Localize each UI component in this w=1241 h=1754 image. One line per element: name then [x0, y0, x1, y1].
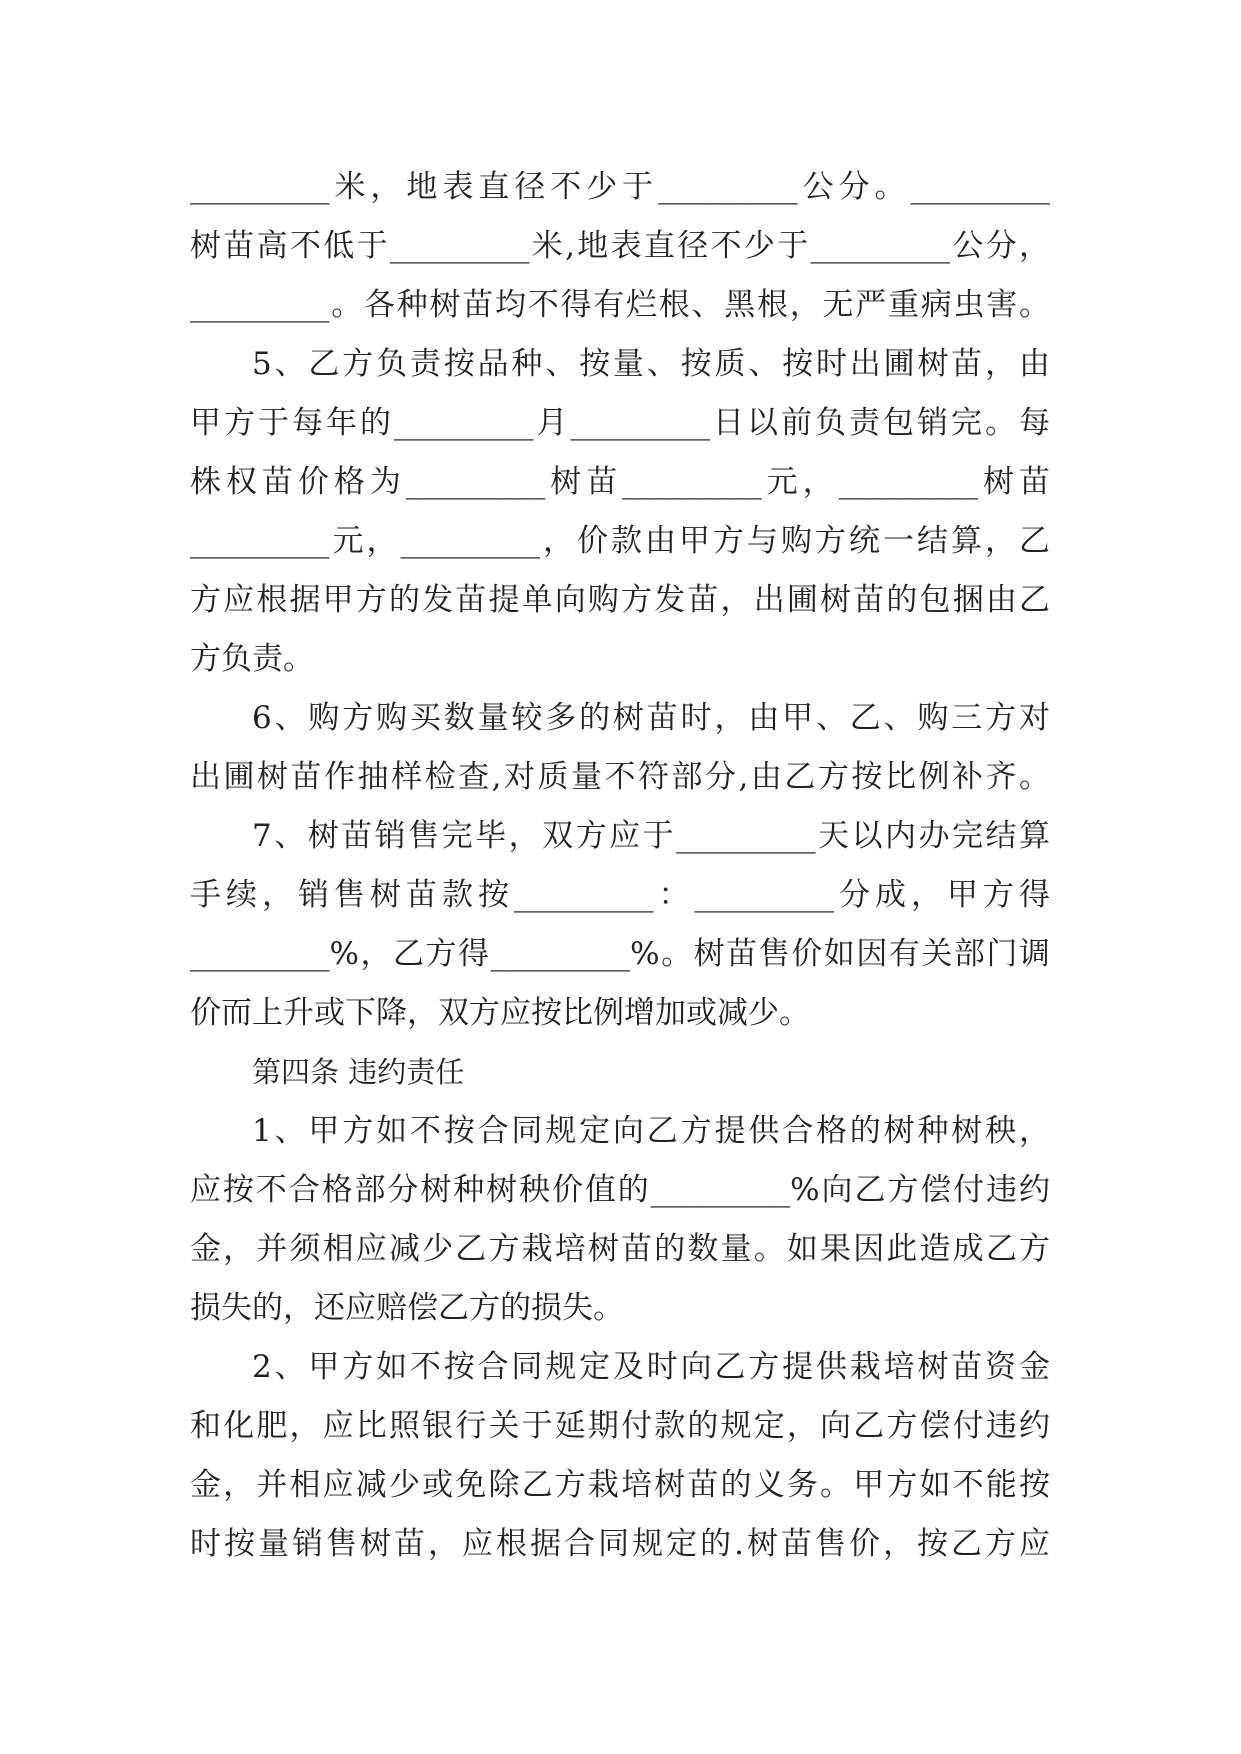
paragraph-6-start: 6、购方购买数量较多的树苗时，由甲、乙、购三方对	[252, 700, 1050, 736]
text-line: _________。各种树苗均不得有烂根、黑根，无严重病虫害。	[190, 287, 1050, 323]
text-line: 价而上升或下降，双方应按比例增加或减少。	[190, 995, 810, 1031]
text-line: 金，并相应减少或免除乙方栽培树苗的义务。甲方如不能按	[190, 1467, 1050, 1503]
paragraph-5-start: 5、乙方负责按品种、按量、按质、按时出圃树苗，由	[252, 346, 1050, 382]
paragraph-breach-1-start: 1、甲方如不按合同规定向乙方提供合格的树种树秧，	[252, 1113, 1050, 1149]
text-line: 手续，销售树苗款按_________：_________分成，甲方得	[190, 877, 1050, 913]
text-line: 方应根据甲方的发苗提单向购方发苗，出圃树苗的包捆由乙	[190, 582, 1050, 618]
text-line: 金，并须相应减少乙方栽培树苗的数量。如果因此造成乙方	[190, 1231, 1050, 1267]
text-line: 方负责。	[190, 641, 314, 677]
text-line: 应按不合格部分树种树秧价值的_________%向乙方偿付违约	[190, 1172, 1050, 1208]
text-line: 出圃树苗作抽样检查,对质量不符部分,由乙方按比例补齐。	[190, 759, 1050, 795]
text-line: 甲方于每年的_________月_________日以前负责包销完。每	[190, 405, 1050, 441]
text-line: 和化肥，应比照银行关于延期付款的规定，向乙方偿付违约	[190, 1408, 1050, 1444]
text-line: _________%，乙方得_________%。树苗售价如因有关部门调	[190, 936, 1050, 972]
document-page	[190, 158, 1050, 1574]
text-line: 树苗高不低于_________米,地表直径不少于_________公分，	[190, 228, 1050, 264]
text-line: 损失的，还应赔偿乙方的损失。	[190, 1290, 624, 1326]
section-heading: 第四条 违约责任	[252, 1055, 465, 1089]
text-line: 株权苗价格为_________树苗_________元，_________树苗	[190, 464, 1050, 500]
paragraph-7-start: 7、树苗销售完毕，双方应于_________天以内办完结算	[252, 818, 1050, 854]
text-line: _________元，_________，价款由甲方与购方统一结算，乙	[190, 523, 1050, 559]
paragraph-breach-2-start: 2、甲方如不按合同规定及时向乙方提供栽培树苗资金	[252, 1349, 1050, 1385]
text-line: _________米，地表直径不少于_________公分。_________	[190, 169, 1050, 205]
text-line: 时按量销售树苗，应根据合同规定的.树苗售价，按乙方应	[190, 1526, 1050, 1562]
